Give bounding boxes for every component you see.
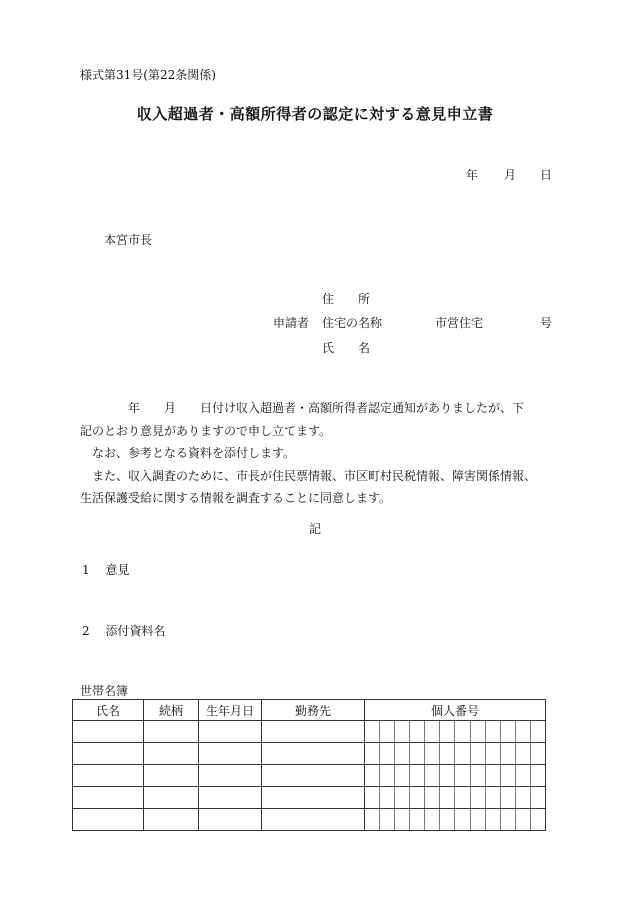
mynumber-digit-box[interactable] <box>425 721 440 742</box>
column-header-birthdate: 生年月日 <box>199 700 262 721</box>
body-line: 記のとおり意見がありますので申し立てます。 <box>80 423 332 438</box>
item-label: 添付資料名 <box>105 624 166 638</box>
mynumber-digit-boxes <box>365 809 545 830</box>
mynumber-digit-box[interactable] <box>501 721 516 742</box>
address-label: 住 所 <box>322 292 371 306</box>
mynumber-digit-box[interactable] <box>531 721 545 742</box>
cell-birthdate[interactable] <box>199 743 262 765</box>
cell-mynumber[interactable] <box>365 765 546 787</box>
cell-workplace[interactable] <box>262 743 365 765</box>
mynumber-digit-box[interactable] <box>365 809 380 830</box>
cell-birthdate[interactable] <box>199 809 262 831</box>
table-row <box>73 765 546 787</box>
table-row <box>73 721 546 743</box>
mynumber-digit-box[interactable] <box>455 743 470 764</box>
housing-name-label: 住宅の名称 <box>322 316 383 330</box>
mynumber-digit-boxes <box>365 765 545 786</box>
mynumber-digit-box[interactable] <box>425 809 440 830</box>
cell-relation[interactable] <box>144 787 199 809</box>
date-month-label: 月 <box>504 168 517 182</box>
mynumber-digit-box[interactable] <box>380 787 395 808</box>
cell-name[interactable] <box>73 809 144 831</box>
table-row <box>73 787 546 809</box>
cell-mynumber[interactable] <box>365 787 546 809</box>
mynumber-digit-box[interactable] <box>380 743 395 764</box>
cell-relation[interactable] <box>144 809 199 831</box>
mynumber-digit-box[interactable] <box>395 809 410 830</box>
item-attachments <box>82 622 165 639</box>
applicant-label: 申請者 <box>273 316 310 330</box>
item-opinion <box>82 561 129 578</box>
table-row <box>73 743 546 765</box>
cell-mynumber[interactable] <box>365 721 546 743</box>
mynumber-digit-box[interactable] <box>516 809 531 830</box>
mynumber-digit-box[interactable] <box>380 721 395 742</box>
mynumber-digit-box[interactable] <box>455 787 470 808</box>
cell-mynumber[interactable] <box>365 809 546 831</box>
column-header-relation: 続柄 <box>144 700 199 721</box>
mynumber-digit-box[interactable] <box>501 787 516 808</box>
mynumber-digit-box[interactable] <box>395 787 410 808</box>
mynumber-digit-box[interactable] <box>486 721 501 742</box>
item-number: 1 <box>82 563 90 577</box>
mynumber-digit-box[interactable] <box>380 809 395 830</box>
body-line: 年 月 日付け収入超過者・高額所得者認定通知がありましたが、下 <box>80 401 525 415</box>
mynumber-digit-box[interactable] <box>486 809 501 830</box>
mynumber-digit-boxes <box>365 721 545 742</box>
cell-name[interactable] <box>73 765 144 787</box>
mynumber-digit-box[interactable] <box>531 743 545 764</box>
mynumber-digit-box[interactable] <box>531 787 545 808</box>
mynumber-digit-box[interactable] <box>410 721 425 742</box>
cell-workplace[interactable] <box>262 721 365 743</box>
ki-heading: 記 <box>309 522 322 536</box>
mynumber-digit-box[interactable] <box>455 765 470 786</box>
cell-relation[interactable] <box>144 721 199 743</box>
housing-name-value: 市営住宅 <box>435 316 484 330</box>
mynumber-digit-boxes <box>365 787 545 808</box>
mynumber-digit-box[interactable] <box>395 765 410 786</box>
cell-name[interactable] <box>73 721 144 743</box>
body-line: 生活保護受給に関する情報を調査することに同意します。 <box>80 491 392 505</box>
body-line: なお、参考となる資料を添付します。 <box>80 446 296 460</box>
mynumber-digit-box[interactable] <box>440 787 455 808</box>
mynumber-digit-box[interactable] <box>365 787 380 808</box>
cell-birthdate[interactable] <box>199 765 262 787</box>
cell-workplace[interactable] <box>262 809 365 831</box>
cell-workplace[interactable] <box>262 787 365 809</box>
mynumber-digit-box[interactable] <box>425 787 440 808</box>
household-table <box>72 699 546 831</box>
mynumber-digit-box[interactable] <box>365 765 380 786</box>
mynumber-digit-box[interactable] <box>455 809 470 830</box>
column-header-name: 氏名 <box>73 700 144 721</box>
mynumber-digit-box[interactable] <box>410 787 425 808</box>
household-caption: 世帯名簿 <box>80 684 129 698</box>
mynumber-digit-box[interactable] <box>425 743 440 764</box>
mynumber-digit-box[interactable] <box>410 765 425 786</box>
mynumber-digit-box[interactable] <box>440 743 455 764</box>
mynumber-digit-box[interactable] <box>486 787 501 808</box>
mynumber-digit-box[interactable] <box>380 765 395 786</box>
cell-name[interactable] <box>73 743 144 765</box>
household-table-body <box>73 721 546 831</box>
mynumber-digit-box[interactable] <box>501 809 516 830</box>
mynumber-digit-box[interactable] <box>395 721 410 742</box>
housing-number-suffix: 号 <box>540 316 553 330</box>
item-number: 2 <box>82 624 90 638</box>
column-header-mynumber: 個人番号 <box>365 700 546 721</box>
mynumber-digit-box[interactable] <box>486 743 501 764</box>
mynumber-digit-box[interactable] <box>425 765 440 786</box>
mynumber-digit-box[interactable] <box>486 765 501 786</box>
mynumber-digit-box[interactable] <box>516 765 531 786</box>
mynumber-digit-box[interactable] <box>516 787 531 808</box>
mynumber-digit-box[interactable] <box>471 765 486 786</box>
cell-birthdate[interactable] <box>199 721 262 743</box>
cell-mynumber[interactable] <box>365 743 546 765</box>
mynumber-digit-box[interactable] <box>440 809 455 830</box>
form-number: 様式第31号(第22条関係) <box>80 68 216 82</box>
mynumber-digit-box[interactable] <box>440 721 455 742</box>
mynumber-digit-box[interactable] <box>531 765 545 786</box>
date-day-label: 日 <box>540 168 553 182</box>
mynumber-digit-box[interactable] <box>471 787 486 808</box>
mynumber-digit-box[interactable] <box>516 743 531 764</box>
body-line: また、収入調査のために、市長が住民票情報、市区町村民税情報、障害関係情報、 <box>80 468 537 483</box>
cell-birthdate[interactable] <box>199 787 262 809</box>
mynumber-digit-box[interactable] <box>531 809 545 830</box>
mynumber-digit-box[interactable] <box>471 809 486 830</box>
mynumber-digit-box[interactable] <box>471 743 486 764</box>
body-text <box>80 397 555 510</box>
document-title: 収入超過者・高額所得者の認定に対する意見申立書 <box>136 105 494 123</box>
name-label: 氏 名 <box>322 341 371 355</box>
addressee: 本宮市長 <box>104 233 153 247</box>
item-label: 意見 <box>105 563 130 577</box>
cell-name[interactable] <box>73 787 144 809</box>
mynumber-digit-box[interactable] <box>471 721 486 742</box>
mynumber-digit-box[interactable] <box>501 765 516 786</box>
mynumber-digit-box[interactable] <box>365 721 380 742</box>
mynumber-digit-box[interactable] <box>365 743 380 764</box>
table-header-row <box>73 700 546 721</box>
mynumber-digit-box[interactable] <box>395 743 410 764</box>
mynumber-digit-box[interactable] <box>516 721 531 742</box>
column-header-workplace: 勤務先 <box>262 700 365 721</box>
mynumber-digit-box[interactable] <box>410 809 425 830</box>
mynumber-digit-box[interactable] <box>455 721 470 742</box>
table-row <box>73 809 546 831</box>
cell-relation[interactable] <box>144 765 199 787</box>
date-year-label: 年 <box>466 168 479 182</box>
mynumber-digit-box[interactable] <box>440 765 455 786</box>
mynumber-digit-box[interactable] <box>501 743 516 764</box>
cell-workplace[interactable] <box>262 765 365 787</box>
mynumber-digit-boxes <box>365 743 545 764</box>
mynumber-digit-box[interactable] <box>410 743 425 764</box>
cell-relation[interactable] <box>144 743 199 765</box>
